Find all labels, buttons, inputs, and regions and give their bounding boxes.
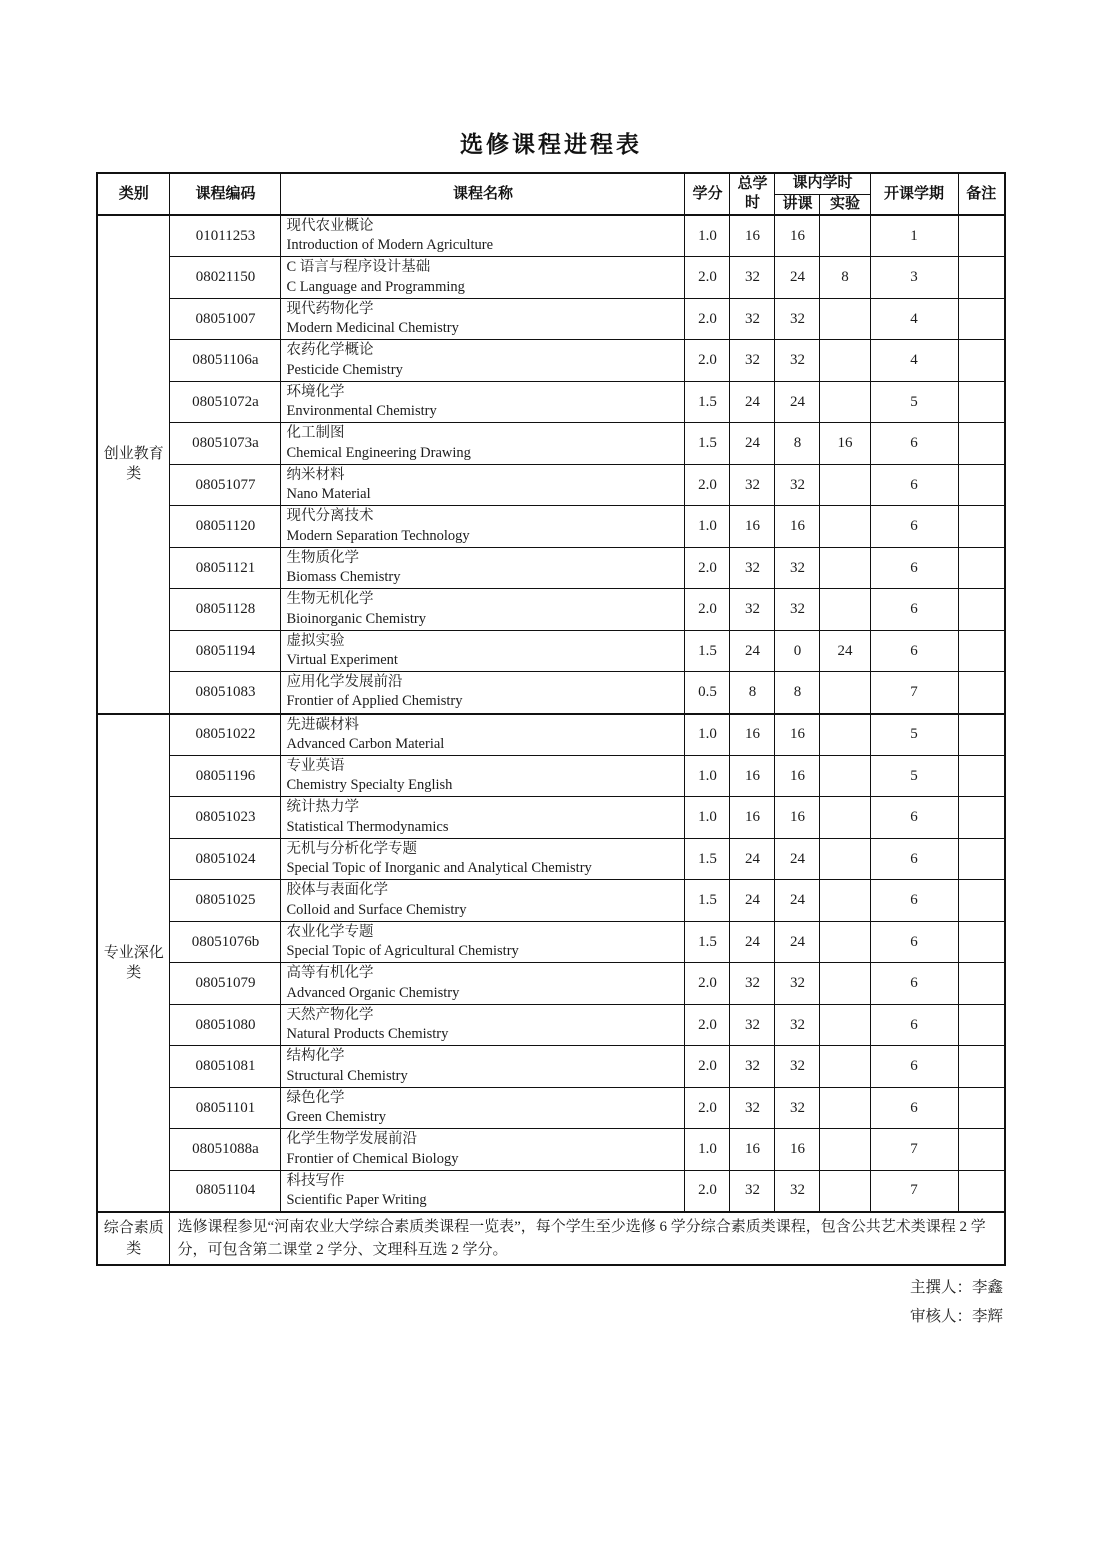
course-row-08051196 bbox=[97, 755, 1005, 797]
course-name bbox=[281, 1129, 685, 1171]
course-row-08051007 bbox=[97, 298, 1005, 340]
course-total-hours: 32 bbox=[730, 464, 775, 506]
table-header bbox=[97, 173, 1005, 215]
course-code: 08051079 bbox=[170, 963, 281, 1005]
course-credits: 1.5 bbox=[685, 921, 730, 963]
course-name bbox=[281, 340, 685, 382]
course-name-zh: 环境化学 bbox=[286, 383, 345, 400]
course-row-08051024 bbox=[97, 838, 1005, 880]
course-code: 08051022 bbox=[170, 714, 281, 756]
course-name-zh: 结构化学 bbox=[286, 1048, 345, 1065]
course-remarks bbox=[958, 714, 1005, 756]
course-semester: 6 bbox=[870, 797, 958, 839]
course-credits: 2.0 bbox=[685, 1087, 730, 1129]
course-semester: 7 bbox=[870, 1170, 958, 1212]
course-total-hours: 32 bbox=[730, 340, 775, 382]
course-name bbox=[281, 755, 685, 797]
course-name bbox=[281, 257, 685, 299]
course-semester: 6 bbox=[870, 880, 958, 922]
course-semester: 4 bbox=[870, 340, 958, 382]
course-credits: 1.0 bbox=[685, 755, 730, 797]
course-semester: 6 bbox=[870, 838, 958, 880]
course-rows bbox=[97, 215, 1005, 1212]
header-course-name: 课程名称 bbox=[281, 173, 685, 215]
course-name-en: Modern Separation Technology bbox=[286, 527, 470, 544]
course-experiment-hours: 8 bbox=[820, 257, 870, 299]
comprehensive-quality-row bbox=[97, 1212, 1005, 1265]
course-name-zh: 生物质化学 bbox=[286, 549, 359, 566]
course-name bbox=[281, 1170, 685, 1212]
course-semester: 1 bbox=[870, 215, 958, 257]
course-credits: 1.0 bbox=[685, 1129, 730, 1171]
course-semester: 5 bbox=[870, 381, 958, 423]
header-semester: 开课学期 bbox=[870, 173, 958, 215]
course-code: 08051104 bbox=[170, 1170, 281, 1212]
course-total-hours: 32 bbox=[730, 1087, 775, 1129]
course-name-zh: 化工制图 bbox=[286, 425, 345, 442]
course-semester: 6 bbox=[870, 630, 958, 672]
course-semester: 6 bbox=[870, 423, 958, 465]
course-code: 08051120 bbox=[170, 506, 281, 548]
course-experiment-hours: 24 bbox=[820, 630, 870, 672]
course-total-hours: 16 bbox=[730, 714, 775, 756]
reviewer-line bbox=[97, 1302, 1005, 1331]
course-row-08051077 bbox=[97, 464, 1005, 506]
course-name-zh: 应用化学发展前沿 bbox=[286, 674, 403, 691]
course-name-en: Green Chemistry bbox=[286, 1109, 386, 1125]
course-row-08051088a bbox=[97, 1129, 1005, 1171]
course-total-hours: 24 bbox=[730, 921, 775, 963]
course-credits: 1.5 bbox=[685, 630, 730, 672]
course-name bbox=[281, 838, 685, 880]
course-name-en: Biomass Chemistry bbox=[286, 569, 401, 585]
course-name-zh: 农药化学概论 bbox=[286, 342, 374, 359]
course-credits: 2.0 bbox=[685, 464, 730, 506]
course-semester: 6 bbox=[870, 963, 958, 1005]
course-credits: 1.5 bbox=[685, 381, 730, 423]
course-name-en: Nano Material bbox=[286, 486, 371, 502]
course-remarks bbox=[958, 1004, 1005, 1046]
category-cell-professional-deepening: 专业深化类 bbox=[97, 714, 170, 1213]
course-row-08051106a bbox=[97, 340, 1005, 382]
course-credits: 2.0 bbox=[685, 298, 730, 340]
course-lecture-hours: 32 bbox=[775, 1087, 820, 1129]
course-name-zh: 纳米材料 bbox=[286, 466, 345, 483]
course-name bbox=[281, 589, 685, 631]
course-name bbox=[281, 1046, 685, 1088]
course-experiment-hours: 16 bbox=[820, 423, 870, 465]
course-experiment-hours bbox=[820, 547, 870, 589]
reviewer-name: 李辉 bbox=[971, 1308, 1003, 1325]
course-name-en: Virtual Experiment bbox=[286, 652, 398, 668]
course-row-08051101 bbox=[97, 1087, 1005, 1129]
course-lecture-hours: 32 bbox=[775, 298, 820, 340]
course-credits: 2.0 bbox=[685, 1046, 730, 1088]
course-row-08051194 bbox=[97, 630, 1005, 672]
course-total-hours: 32 bbox=[730, 257, 775, 299]
course-lecture-hours: 32 bbox=[775, 589, 820, 631]
course-name-en: Advanced Carbon Material bbox=[286, 735, 445, 752]
header-remarks: 备注 bbox=[958, 173, 1005, 215]
course-row-08051072a bbox=[97, 381, 1005, 423]
course-name bbox=[281, 1004, 685, 1046]
course-semester: 6 bbox=[870, 1087, 958, 1129]
course-code: 08051077 bbox=[170, 464, 281, 506]
course-row-08051079 bbox=[97, 963, 1005, 1005]
page-title: 选修课程进程表 bbox=[460, 131, 642, 157]
comprehensive-quality-note: 选修课程参见“河南农业大学综合素质类课程一览表”，每个学生至少选修 6 学分综合素质类课程，包含公共艺术类课程 2 学 分，可包含第二课堂 2 学分、文理科互选 2 学分。 bbox=[170, 1212, 1005, 1265]
course-remarks bbox=[958, 1087, 1005, 1129]
course-lecture-hours: 32 bbox=[775, 1004, 820, 1046]
course-credits: 1.0 bbox=[685, 215, 730, 257]
course-code: 08051025 bbox=[170, 880, 281, 922]
course-semester: 7 bbox=[870, 672, 958, 714]
course-experiment-hours bbox=[820, 506, 870, 548]
header-course-code: 课程编码 bbox=[170, 173, 281, 215]
course-code: 08051083 bbox=[170, 672, 281, 714]
course-total-hours: 24 bbox=[730, 381, 775, 423]
course-lecture-hours: 32 bbox=[775, 547, 820, 589]
course-name-en: Frontier of Applied Chemistry bbox=[286, 693, 463, 710]
writer-name: 李鑫 bbox=[971, 1279, 1003, 1296]
course-credits: 1.5 bbox=[685, 838, 730, 880]
course-code: 01011253 bbox=[170, 215, 281, 257]
course-lecture-hours: 16 bbox=[775, 506, 820, 548]
course-experiment-hours bbox=[820, 215, 870, 257]
course-name-zh: 统计热力学 bbox=[286, 799, 359, 816]
course-lecture-hours: 8 bbox=[775, 672, 820, 714]
course-remarks bbox=[958, 381, 1005, 423]
course-credits: 2.0 bbox=[685, 257, 730, 299]
course-name-en: Chemical Engineering Drawing bbox=[286, 444, 471, 461]
course-remarks bbox=[958, 921, 1005, 963]
course-total-hours: 24 bbox=[730, 630, 775, 672]
course-row-08051128 bbox=[97, 589, 1005, 631]
course-experiment-hours bbox=[820, 464, 870, 506]
elective-course-table bbox=[96, 172, 1006, 1266]
course-name bbox=[281, 880, 685, 922]
course-code: 08021150 bbox=[170, 257, 281, 299]
header-row-1 bbox=[97, 173, 1005, 194]
course-remarks bbox=[958, 215, 1005, 257]
course-credits: 1.0 bbox=[685, 714, 730, 756]
course-name-en: Chemistry Specialty English bbox=[286, 777, 453, 793]
course-experiment-hours bbox=[820, 381, 870, 423]
course-row-08051121 bbox=[97, 547, 1005, 589]
course-name-zh: 化学生物学发展前沿 bbox=[286, 1131, 417, 1148]
course-name-en: Structural Chemistry bbox=[286, 1067, 408, 1084]
course-name-en: Special Topic of Agricultural Chemistry bbox=[286, 943, 519, 959]
course-name bbox=[281, 215, 685, 257]
course-name-zh: 天然产物化学 bbox=[286, 1006, 374, 1023]
course-row-08051080 bbox=[97, 1004, 1005, 1046]
course-code: 08051024 bbox=[170, 838, 281, 880]
course-credits: 1.5 bbox=[685, 423, 730, 465]
course-name-zh: 专业英语 bbox=[286, 757, 345, 774]
course-code: 08051128 bbox=[170, 589, 281, 631]
course-remarks bbox=[958, 423, 1005, 465]
course-name-zh: 现代分离技术 bbox=[286, 508, 374, 525]
course-name-zh: 虚拟实验 bbox=[286, 632, 345, 649]
course-lecture-hours: 24 bbox=[775, 838, 820, 880]
course-lecture-hours: 8 bbox=[775, 423, 820, 465]
course-total-hours: 16 bbox=[730, 506, 775, 548]
course-code: 08051023 bbox=[170, 797, 281, 839]
course-name-en: Statistical Thermodynamics bbox=[286, 818, 449, 835]
course-lecture-hours: 32 bbox=[775, 1170, 820, 1212]
course-name-zh: C 语言与程序设计基础 bbox=[286, 259, 431, 276]
course-total-hours: 32 bbox=[730, 1004, 775, 1046]
course-lecture-hours: 32 bbox=[775, 1046, 820, 1088]
course-total-hours: 8 bbox=[730, 672, 775, 714]
course-row-08021150 bbox=[97, 257, 1005, 299]
course-row-08051023 bbox=[97, 797, 1005, 839]
header-experiment: 实验 bbox=[820, 194, 870, 215]
course-remarks bbox=[958, 506, 1005, 548]
course-lecture-hours: 16 bbox=[775, 797, 820, 839]
course-remarks bbox=[958, 340, 1005, 382]
course-total-hours: 24 bbox=[730, 880, 775, 922]
course-experiment-hours bbox=[820, 755, 870, 797]
course-name-zh: 无机与分析化学专题 bbox=[286, 840, 417, 857]
course-semester: 6 bbox=[870, 1004, 958, 1046]
course-remarks bbox=[958, 1170, 1005, 1212]
course-experiment-hours bbox=[820, 714, 870, 756]
course-total-hours: 24 bbox=[730, 838, 775, 880]
course-lecture-hours: 16 bbox=[775, 755, 820, 797]
course-name bbox=[281, 921, 685, 963]
course-name bbox=[281, 1087, 685, 1129]
course-total-hours: 32 bbox=[730, 1170, 775, 1212]
course-name bbox=[281, 547, 685, 589]
course-semester: 5 bbox=[870, 755, 958, 797]
course-total-hours: 32 bbox=[730, 298, 775, 340]
course-lecture-hours: 16 bbox=[775, 215, 820, 257]
course-code: 08051072a bbox=[170, 381, 281, 423]
course-total-hours: 16 bbox=[730, 1129, 775, 1171]
course-semester: 6 bbox=[870, 464, 958, 506]
course-name-en: Bioinorganic Chemistry bbox=[286, 610, 426, 627]
course-remarks bbox=[958, 257, 1005, 299]
course-credits: 2.0 bbox=[685, 547, 730, 589]
course-experiment-hours bbox=[820, 1129, 870, 1171]
course-remarks bbox=[958, 298, 1005, 340]
course-experiment-hours bbox=[820, 589, 870, 631]
category-cell-entrepreneurship-education: 创业教育类 bbox=[97, 215, 170, 714]
signatures bbox=[97, 1273, 1005, 1331]
course-code: 08051196 bbox=[170, 755, 281, 797]
course-code: 08051088a bbox=[170, 1129, 281, 1171]
course-name-en: C Language and Programming bbox=[286, 278, 465, 295]
course-lecture-hours: 24 bbox=[775, 921, 820, 963]
course-total-hours: 32 bbox=[730, 547, 775, 589]
course-semester: 6 bbox=[870, 547, 958, 589]
course-name-en: Advanced Organic Chemistry bbox=[286, 984, 460, 1001]
course-name bbox=[281, 714, 685, 756]
course-semester: 3 bbox=[870, 257, 958, 299]
course-credits: 1.0 bbox=[685, 506, 730, 548]
course-name bbox=[281, 381, 685, 423]
course-row-08051022 bbox=[97, 714, 1005, 756]
course-credits: 1.5 bbox=[685, 880, 730, 922]
course-total-hours: 32 bbox=[730, 589, 775, 631]
course-credits: 1.0 bbox=[685, 797, 730, 839]
course-row-08051104 bbox=[97, 1170, 1005, 1212]
course-experiment-hours bbox=[820, 880, 870, 922]
course-row-08051120 bbox=[97, 506, 1005, 548]
course-row-08051073a bbox=[97, 423, 1005, 465]
course-name-zh: 绿色化学 bbox=[286, 1089, 345, 1106]
course-remarks bbox=[958, 880, 1005, 922]
course-experiment-hours bbox=[820, 1004, 870, 1046]
course-experiment-hours bbox=[820, 1046, 870, 1088]
course-row-08051076b bbox=[97, 921, 1005, 963]
course-name-zh: 先进碳材料 bbox=[286, 716, 359, 733]
course-name bbox=[281, 506, 685, 548]
header-total-hours: 总学时 bbox=[730, 173, 775, 215]
course-name-zh: 科技写作 bbox=[286, 1172, 345, 1189]
course-remarks bbox=[958, 797, 1005, 839]
course-experiment-hours bbox=[820, 672, 870, 714]
course-lecture-hours: 24 bbox=[775, 880, 820, 922]
course-code: 08051080 bbox=[170, 1004, 281, 1046]
course-name-en: Environmental Chemistry bbox=[286, 403, 437, 419]
course-lecture-hours: 16 bbox=[775, 714, 820, 756]
course-experiment-hours bbox=[820, 921, 870, 963]
course-name-zh: 现代农业概论 bbox=[286, 218, 374, 234]
course-semester: 5 bbox=[870, 714, 958, 756]
course-total-hours: 24 bbox=[730, 423, 775, 465]
course-semester: 4 bbox=[870, 298, 958, 340]
course-name bbox=[281, 423, 685, 465]
course-remarks bbox=[958, 838, 1005, 880]
course-row-08051083 bbox=[97, 672, 1005, 714]
course-semester: 6 bbox=[870, 589, 958, 631]
course-code: 08051101 bbox=[170, 1087, 281, 1129]
header-credits: 学分 bbox=[685, 173, 730, 215]
course-remarks bbox=[958, 963, 1005, 1005]
course-row-08051025 bbox=[97, 880, 1005, 922]
course-experiment-hours bbox=[820, 797, 870, 839]
course-remarks bbox=[958, 672, 1005, 714]
course-remarks bbox=[958, 464, 1005, 506]
course-lecture-hours: 32 bbox=[775, 963, 820, 1005]
course-total-hours: 16 bbox=[730, 755, 775, 797]
writer-label: 主撰人： bbox=[909, 1279, 972, 1296]
course-name bbox=[281, 672, 685, 714]
course-name bbox=[281, 630, 685, 672]
category-cell-comprehensive-quality: 综合素质类 bbox=[97, 1212, 170, 1265]
header-category: 类别 bbox=[97, 173, 170, 215]
course-credits: 0.5 bbox=[685, 672, 730, 714]
course-remarks bbox=[958, 1129, 1005, 1171]
course-name-zh: 现代药物化学 bbox=[286, 300, 374, 317]
course-code: 08051073a bbox=[170, 423, 281, 465]
course-semester: 6 bbox=[870, 921, 958, 963]
course-total-hours: 16 bbox=[730, 215, 775, 257]
course-name-en: Colloid and Surface Chemistry bbox=[286, 901, 467, 918]
course-total-hours: 32 bbox=[730, 1046, 775, 1088]
course-lecture-hours: 16 bbox=[775, 1129, 820, 1171]
course-name-en: Special Topic of Inorganic and Analytical Chemistry bbox=[286, 860, 592, 876]
course-code: 08051106a bbox=[170, 340, 281, 382]
course-credits: 2.0 bbox=[685, 340, 730, 382]
course-code: 08051194 bbox=[170, 630, 281, 672]
course-name bbox=[281, 797, 685, 839]
course-name-en: Frontier of Chemical Biology bbox=[286, 1150, 459, 1167]
reviewer-label: 审核人： bbox=[909, 1308, 972, 1325]
course-total-hours: 16 bbox=[730, 797, 775, 839]
course-experiment-hours bbox=[820, 1170, 870, 1212]
course-code: 08051121 bbox=[170, 547, 281, 589]
course-lecture-hours: 24 bbox=[775, 257, 820, 299]
course-credits: 2.0 bbox=[685, 1170, 730, 1212]
course-semester: 6 bbox=[870, 1046, 958, 1088]
course-experiment-hours bbox=[820, 298, 870, 340]
course-name bbox=[281, 298, 685, 340]
course-name-en: Pesticide Chemistry bbox=[286, 361, 403, 378]
course-lecture-hours: 32 bbox=[775, 340, 820, 382]
course-code: 08051081 bbox=[170, 1046, 281, 1088]
course-name-en: Scientific Paper Writing bbox=[286, 1191, 427, 1208]
course-name-zh: 生物无机化学 bbox=[286, 591, 374, 608]
course-credits: 2.0 bbox=[685, 589, 730, 631]
course-credits: 2.0 bbox=[685, 1004, 730, 1046]
course-experiment-hours bbox=[820, 963, 870, 1005]
course-remarks bbox=[958, 1046, 1005, 1088]
footer-section bbox=[97, 1212, 1005, 1265]
course-code: 08051076b bbox=[170, 921, 281, 963]
course-name bbox=[281, 464, 685, 506]
course-experiment-hours bbox=[820, 340, 870, 382]
writer-line bbox=[97, 1273, 1005, 1302]
course-name bbox=[281, 963, 685, 1005]
course-experiment-hours bbox=[820, 1087, 870, 1129]
course-code: 08051007 bbox=[170, 298, 281, 340]
course-semester: 7 bbox=[870, 1129, 958, 1171]
course-lecture-hours: 32 bbox=[775, 464, 820, 506]
course-lecture-hours: 0 bbox=[775, 630, 820, 672]
course-credits: 2.0 bbox=[685, 963, 730, 1005]
header-in-class-hours: 课内学时 bbox=[775, 173, 870, 194]
course-row-01011253 bbox=[97, 215, 1005, 257]
course-semester: 6 bbox=[870, 506, 958, 548]
course-name-en: Introduction of Modern Agriculture bbox=[286, 237, 494, 254]
course-name-zh: 农业化学专题 bbox=[286, 923, 374, 940]
course-name-en: Natural Products Chemistry bbox=[286, 1026, 449, 1042]
course-row-08051081 bbox=[97, 1046, 1005, 1088]
course-total-hours: 32 bbox=[730, 963, 775, 1005]
course-remarks bbox=[958, 589, 1005, 631]
course-remarks bbox=[958, 630, 1005, 672]
course-experiment-hours bbox=[820, 838, 870, 880]
course-name-zh: 高等有机化学 bbox=[286, 965, 374, 982]
course-lecture-hours: 24 bbox=[775, 381, 820, 423]
course-name-en: Modern Medicinal Chemistry bbox=[286, 320, 459, 336]
course-name-zh: 胶体与表面化学 bbox=[286, 882, 388, 899]
header-lecture: 讲课 bbox=[775, 194, 820, 215]
course-remarks bbox=[958, 755, 1005, 797]
course-remarks bbox=[958, 547, 1005, 589]
